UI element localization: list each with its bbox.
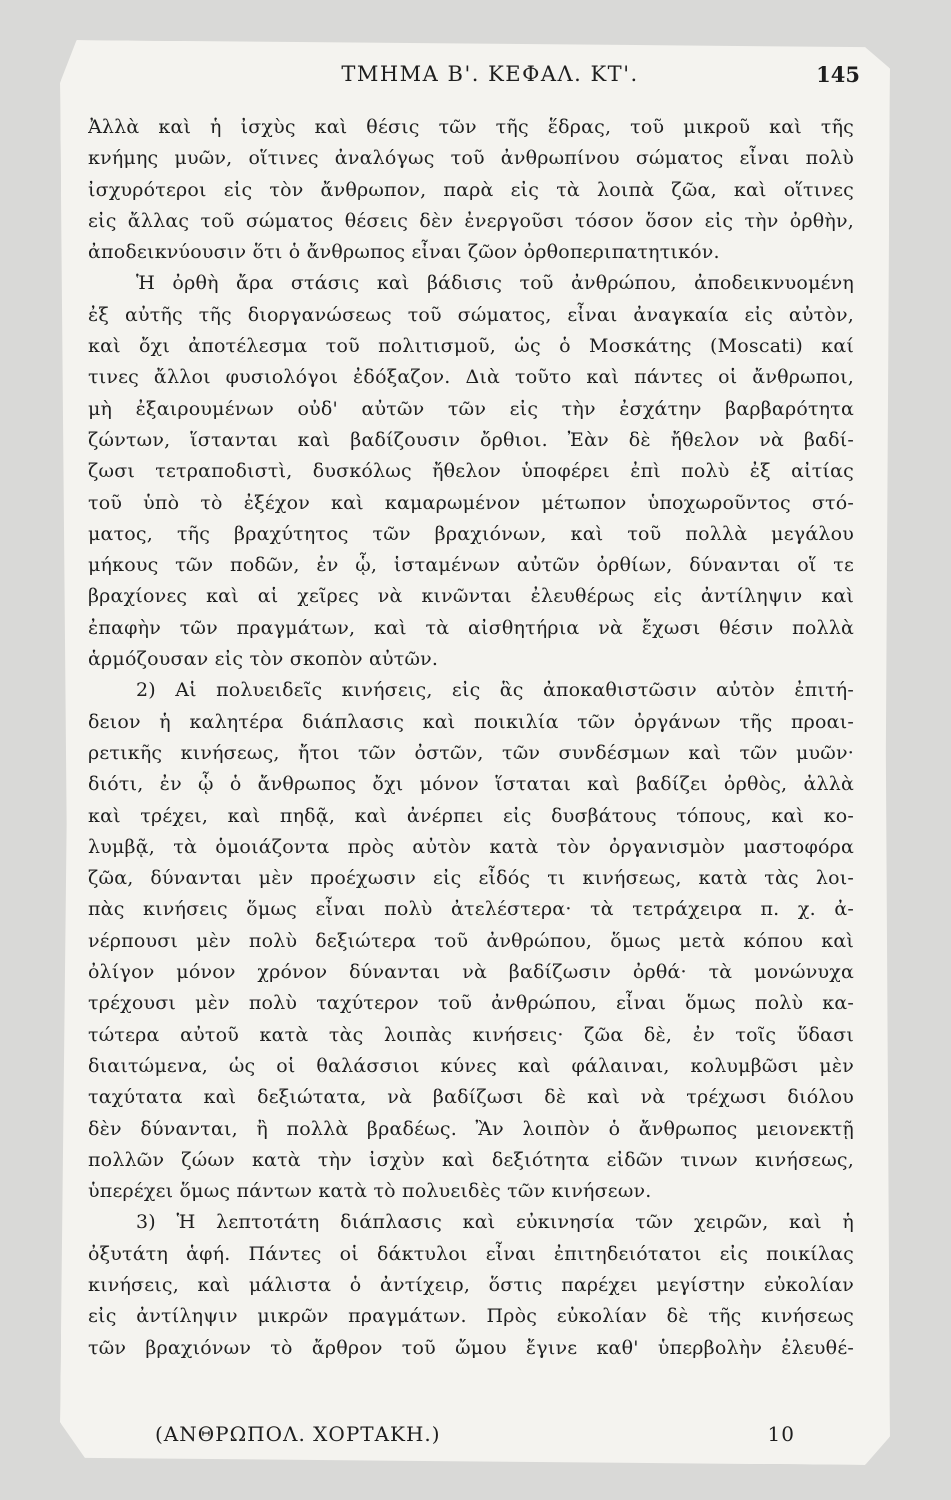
text-line: ζώντων, ἵστανται καὶ βαδίζουσιν ὄρθιοι. Ἐὰν δὲ ἤθελον νὰ βαδί-	[88, 428, 854, 451]
text-line: διαιτώμενα, ὡς οἱ θαλάσσιοι κύνες καὶ φάλαιναι, κολυμβῶσι μὲν	[88, 1054, 854, 1077]
text-line: νέρπουσι μὲν πολὺ δεξιώτερα τοῦ ἀνθρώπου, ὅμως μετὰ κόπου καὶ	[88, 929, 854, 952]
text-line: εἰς ἀντίληψιν μικρῶν πραγμάτων. Πρὸς εὐκολίαν δὲ τῆς κινήσεως	[88, 1305, 854, 1328]
text-line: ὑπερέχει ὅμως πάντων κατὰ τὸ πολυειδὲς τῶν κινήσεων.	[88, 1180, 652, 1203]
text-line: δὲν δύνανται, ἢ πολλὰ βραδέως. Ἂν λοιπὸν ὁ ἄνθρωπος μειονεκτῇ	[88, 1117, 854, 1140]
text-line: ὀλίγον μόνον χρόνον δύνανται νὰ βαδίζωσιν ὀρθά· τὰ μονώνυχα	[88, 961, 854, 984]
text-line: πὰς κινήσεις ὅμως εἶναι πολὺ ἀτελέστερα· τὰ τετράχειρα π. χ. ἀ-	[88, 898, 854, 921]
text-line: κνήμης μυῶν, οἵτινες ἀναλόγως τοῦ ἀνθρωπίνου σώματος εἶναι πολὺ	[88, 147, 854, 170]
running-head: ΤΜΗΜΑ Β'. ΚΕΦΑΛ. ΚΤ'.	[341, 62, 639, 86]
page-number: 145	[816, 62, 860, 87]
text-line: τινες ἄλλοι φυσιολόγοι ἐδόξαζον. Διὰ τοῦτο καὶ πάντες οἱ ἄνθρωποι,	[88, 366, 854, 389]
text-line: 3) Ἡ λεπτοτάτη διάπλασις καὶ εὐκινησία τῶν χειρῶν, καὶ ἡ	[136, 1211, 854, 1234]
text-line: διότι, ἐν ᾧ ὁ ἄνθρωπος ὄχι μόνον ἵσταται καὶ βαδίζει ὀρθὸς, ἀλλὰ	[88, 773, 854, 796]
text-line: ρετικῆς κινήσεως, ἤτοι τῶν ὀστῶν, τῶν συνδέσμων καὶ τῶν μυῶν·	[88, 741, 854, 764]
text-line: 2) Αἱ πολυειδεῖς κινήσεις, εἰς ἃς ἀποκαθιστῶσιν αὐτὸν ἐπιτή-	[136, 679, 854, 702]
text-line: ζωσι τετραποδιστὶ, δυσκόλως ἤθελον ὑποφέρει ἐπὶ πολὺ ἐξ αἰτίας	[88, 460, 854, 483]
book-title: (ΑΝΘΡΩΠΟΛ. ΧΟΡΤΑΚΗ.)	[155, 1422, 441, 1446]
printer-signature: 10	[767, 1422, 795, 1446]
text-line: ματος, τῆς βραχύτητος τῶν βραχιόνων, καὶ τοῦ πολλὰ μεγάλου	[88, 522, 854, 545]
text-line: τρέχουσι μὲν πολὺ ταχύτερον τοῦ ἀνθρώπου, εἶναι ὅμως πολὺ κα-	[88, 992, 854, 1015]
text-line: Ἡ ὀρθὴ ἄρα στάσις καὶ βάδισις τοῦ ἀνθρώπου, ἀποδεικνυομένη	[136, 272, 854, 295]
text-line: ὀξυτάτη ἁφή. Πάντες οἱ δάκτυλοι εἶναι ἐπιτηδειότατοι εἰς ποικίλας	[88, 1242, 854, 1265]
text-line: ἐξ αὐτῆς τῆς διοργανώσεως τοῦ σώματος, εἶναι ἀναγκαία εἰς αὐτὸν,	[88, 303, 854, 326]
text-line: ἰσχυρότεροι εἰς τὸν ἄνθρωπον, παρὰ εἰς τὰ λοιπὰ ζῶα, καὶ οἵτινες	[88, 178, 854, 201]
text-line: τοῦ ὑπὸ τὸ ἐξέχον καὶ καμαρωμένον μέτωπον ὑποχωροῦντος στό-	[88, 491, 854, 514]
text-line: καὶ ὄχι ἀποτέλεσμα τοῦ πολιτισμοῦ, ὡς ὁ Μοσκάτης (Moscati) καί	[88, 335, 854, 358]
text-line: μὴ ἐξαιρουμένων οὐδ' αὐτῶν τῶν εἰς τὴν ἐσχάτην βαρβαρότητα	[88, 397, 854, 420]
text-line: ἁρμόζουσαν εἰς τὸν σκοπὸν αὐτῶν.	[88, 648, 439, 671]
text-line: εἰς ἄλλας τοῦ σώματος θέσεις δὲν ἐνεργοῦσι τόσον ὅσον εἰς τὴν ὀρθὴν,	[88, 209, 854, 232]
text-line: ταχύτατα καὶ δεξιώτατα, νὰ βαδίζωσι δὲ καὶ νὰ τρέχωσι διόλου	[88, 1086, 854, 1109]
text-line: ἀποδεικνύουσιν ὅτι ὁ ἄνθρωπος εἶναι ζῶον ὀρθοπεριπατητικόν.	[88, 241, 720, 264]
text-line: κινήσεις, καὶ μάλιστα ὁ ἀντίχειρ, ὅστις παρέχει μεγίστην εὐκολίαν	[88, 1273, 854, 1296]
text-line: ζῶα, δύνανται μὲν προέχωσιν εἰς εἶδός τι κινήσεως, κατὰ τὰς λοι-	[88, 867, 854, 890]
text-line: πολλῶν ζώων κατὰ τὴν ἰσχὺν καὶ δεξιότητα εἰδῶν τινων κινήσεως,	[88, 1148, 854, 1171]
text-line: λυμβᾷ, τὰ ὁμοιάζοντα πρὸς αὐτὸν κατὰ τὸν ὀργανισμὸν μαστοφόρα	[88, 835, 854, 858]
text-line: τῶν βραχιόνων τὸ ἄρθρον τοῦ ὤμου ἔγινε καθ' ὑπερβολὴν ἐλευθέ-	[88, 1336, 854, 1359]
text-line: βραχίονες καὶ αἱ χεῖρες νὰ κινῶνται ἐλευθέρως εἰς ἀντίληψιν καὶ	[88, 585, 854, 608]
text-line: Ἀλλὰ καὶ ἡ ἰσχὺς καὶ θέσις τῶν τῆς ἕδρας, τοῦ μικροῦ καὶ τῆς	[88, 116, 854, 138]
text-line: μήκους τῶν ποδῶν, ἐν ᾧ, ἱσταμένων αὐτῶν ὀρθίων, δύνανται οἵ τε	[88, 554, 854, 577]
text-line: τώτερα αὐτοῦ κατὰ τὰς λοιπὰς κινήσεις· ζῶα δὲ, ἐν τοῖς ὕδασι	[88, 1023, 854, 1046]
text-line: δειον ἡ καλητέρα διάπλασις καὶ ποικιλία τῶν ὀργάνων τῆς προαι-	[88, 710, 854, 733]
body-text	[88, 112, 854, 1364]
text-line: καὶ τρέχει, καὶ πηδᾷ, καὶ ἀνέρπει εἰς δυσβάτους τόπους, καὶ κο-	[88, 804, 854, 827]
text-line: ἐπαφὴν τῶν πραγμάτων, καὶ τὰ αἰσθητήρια νὰ ἔχωσι θέσιν πολλὰ	[88, 616, 854, 639]
page-header	[120, 62, 860, 94]
